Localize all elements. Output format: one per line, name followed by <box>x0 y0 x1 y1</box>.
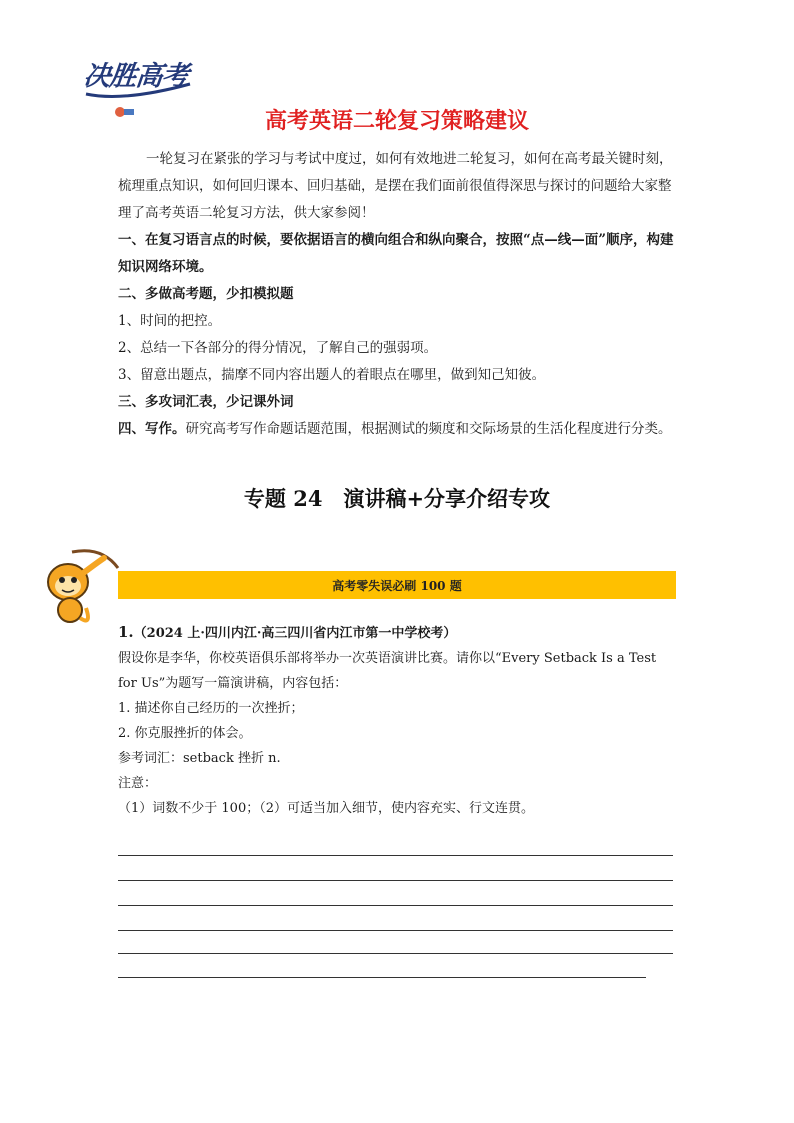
point-one: 一、在复习语言点的时候，要依据语言的横向组合和纵向聚合，按照“点—线—面”顺序，构建知识网络环境。 <box>118 232 674 275</box>
note-label: 注意： <box>118 776 158 791</box>
banner: 高考零失误必刷 100 题 <box>118 571 676 599</box>
question-header <box>118 620 678 646</box>
answer-line[interactable] <box>118 930 673 931</box>
list-item: 1、时间的把控。 <box>118 313 222 329</box>
answer-line[interactable] <box>118 977 646 978</box>
point-four <box>118 416 678 443</box>
requirement-item: 1. 描述你自己经历的一次挫折； <box>118 701 304 716</box>
requirement-item: 2. 你克服挫折的体会。 <box>118 726 252 741</box>
intro-section <box>118 146 678 443</box>
monkey-icon <box>42 548 120 628</box>
point-two: 二、多做高考题，少扣模拟题 <box>118 286 294 302</box>
topic-title: 专题 24 演讲稿+分享介绍专攻 <box>243 486 551 511</box>
list-item: 3、留意出题点，揣摩不同内容出题人的着眼点在哪里，做到知己知彼。 <box>118 367 546 383</box>
answer-line[interactable] <box>118 905 673 906</box>
question-prompt: 假设你是李华，你校英语俱乐部将举办一次英语演讲比赛。请你以“Every Setback Is a Test for Us”为题写一篇演讲稿，内容包括： <box>118 651 657 691</box>
question-block <box>118 620 678 821</box>
intro-paragraph: 一轮复习在紧张的学习与考试中度过，如何有效地进二轮复习，如何在高考最关键时刻，梳理重点知识，如何回归课本、回归基础，是摆在我们面前很值得深思与探讨的问题给大家整理了高考英语二轮复习方法，供大家参阅！ <box>118 151 673 221</box>
note-text: （1）词数不少于 100；（2）可适当加入细节，使内容充实、行文连贯。 <box>118 801 534 816</box>
main-title: 高考英语二轮复习策略建议 <box>264 109 529 134</box>
vocabulary-hint: 参考词汇：setback 挫折 n. <box>118 751 281 766</box>
point-four-text: 研究高考写作命题话题范围，根据测试的频度和交际场景的生活化程度进行分类。 <box>185 421 672 437</box>
list-item: 2、总结一下各部分的得分情况，了解自己的强弱项。 <box>118 340 438 356</box>
logo-swoosh-icon <box>84 80 194 102</box>
question-source: （2024 上·四川内江·高三四川省内江市第一中学校考） <box>133 626 457 641</box>
logo-text: 决胜高考 <box>82 61 190 92</box>
point-four-label: 四、写作。 <box>118 421 186 437</box>
answer-line[interactable] <box>118 855 673 856</box>
point-three: 三、多攻词汇表，少记课外词 <box>118 394 294 410</box>
answer-line[interactable] <box>118 953 673 954</box>
answer-line[interactable] <box>118 880 673 881</box>
question-number: 1. <box>118 623 134 641</box>
